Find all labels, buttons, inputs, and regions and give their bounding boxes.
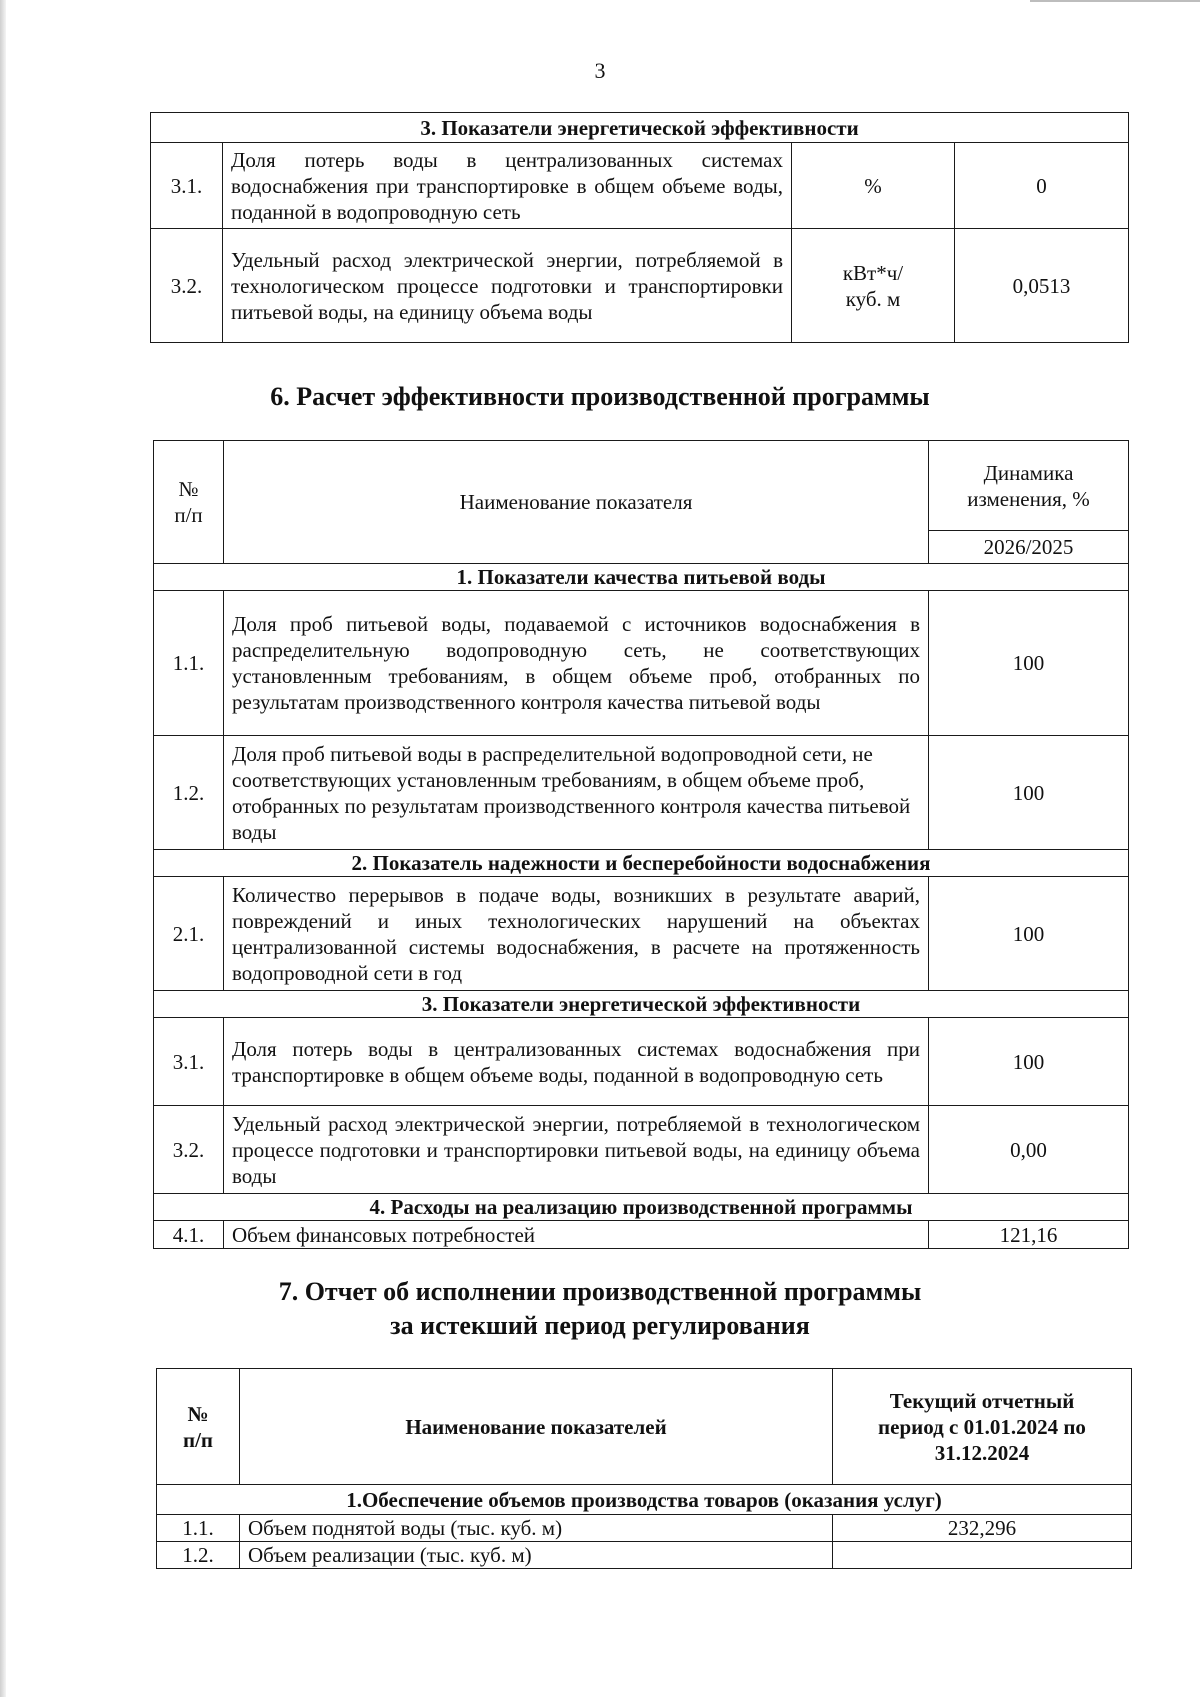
group-title: 3. Показатели энергетической эффективности <box>154 991 1129 1018</box>
unit: % <box>792 143 955 229</box>
header-line: период с 01.01.2024 по <box>878 1414 1086 1439</box>
indicator-name: Количество перерывов в подаче воды, возникших в результате аварий, повреждений и иных технологических нарушений на объектах централизованной системы водоснабжения, в расчете на протяженность водопроводной сети в год <box>224 877 929 991</box>
program-report-table <box>156 1368 1132 1569</box>
unit <box>792 229 955 343</box>
indicator-name: Объем поднятой воды (тыс. куб. м) <box>240 1515 833 1542</box>
table-section-row <box>154 1194 1129 1221</box>
table-section-row <box>154 991 1129 1018</box>
table-section-row <box>151 113 1129 143</box>
row-number: 1.1. <box>154 591 224 736</box>
table-row <box>154 1221 1129 1249</box>
header-line: № <box>187 1401 209 1426</box>
header-line: изменения, % <box>967 486 1090 511</box>
table-header-row <box>154 441 1129 531</box>
scan-artifact-line <box>1030 0 1200 2</box>
page-number: 3 <box>594 58 606 83</box>
scan-edge-shadow <box>0 0 6 1697</box>
row-number: 4.1. <box>154 1221 224 1249</box>
group-title: 4. Расходы на реализацию производственной программы <box>154 1194 1129 1221</box>
table-row <box>154 1018 1129 1106</box>
indicator-name: Объем реализации (тыс. куб. м) <box>240 1542 833 1569</box>
section-6-heading: 6. Расчет эффективности производственной программы <box>270 382 930 411</box>
table-row <box>154 1106 1129 1194</box>
indicator-name: Удельный расход электрической энергии, потребляемой в технологическом процессе подготовки и транспортировки питьевой воды, на единицу объема воды <box>223 229 792 343</box>
group-title: 2. Показатель надежности и бесперебойности водоснабжения <box>154 850 1129 877</box>
energy-efficiency-table <box>150 112 1129 343</box>
header-line: Текущий отчетный <box>889 1388 1075 1413</box>
value: 100 <box>929 591 1129 736</box>
efficiency-calculation-table <box>153 440 1129 1249</box>
value: 0,0513 <box>955 229 1129 343</box>
value: 100 <box>929 877 1129 991</box>
section-7-heading <box>0 1275 1200 1343</box>
header-line: Динамика <box>983 460 1074 485</box>
value: 0 <box>955 143 1129 229</box>
indicator-name: Доля потерь воды в централизованных системах водоснабжения при транспортировке в общем объеме воды, поданной в водопроводную сеть <box>223 143 792 229</box>
row-number: 1.2. <box>154 736 224 850</box>
table-section-row <box>154 850 1129 877</box>
column-header-number <box>157 1369 240 1485</box>
table-row <box>151 143 1129 229</box>
column-header-period: 2026/2025 <box>929 531 1129 564</box>
header-line: п/п <box>182 1427 214 1452</box>
value: 232,296 <box>833 1515 1132 1542</box>
table-row <box>151 229 1129 343</box>
indicator-name: Доля проб питьевой воды, подаваемой с источников водоснабжения в распределительную водопроводную сеть, не соответствующих установленным требованиям, в общем объеме проб, отобранных по результатам производственного контроля качества питьевой воды <box>224 591 929 736</box>
value: 121,16 <box>929 1221 1129 1249</box>
column-header-period <box>833 1369 1132 1485</box>
heading-line: за истекший период регулирования <box>390 1311 810 1340</box>
unit-line: куб. м <box>845 286 901 311</box>
header-line: 31.12.2024 <box>934 1440 1030 1465</box>
row-number: 3.1. <box>154 1018 224 1106</box>
header-line: № <box>178 477 199 501</box>
group-title: 1. Показатели качества питьевой воды <box>154 564 1129 591</box>
value: 0,00 <box>929 1106 1129 1194</box>
group-title: 1.Обеспечение объемов производства товаров (оказания услуг) <box>157 1485 1132 1515</box>
table-section-row <box>154 564 1129 591</box>
table-row <box>154 736 1129 850</box>
value: 100 <box>929 1018 1129 1106</box>
unit-line: кВт*ч/ <box>842 260 904 285</box>
column-header-name: Наименование показателя <box>224 441 929 564</box>
table-row <box>157 1515 1132 1542</box>
row-number: 3.1. <box>151 143 223 229</box>
row-number: 3.2. <box>154 1106 224 1194</box>
heading-line: 7. Отчет об исполнении производственной программы <box>278 1277 922 1306</box>
indicator-name: Объем финансовых потребностей <box>224 1221 929 1249</box>
table-row <box>157 1542 1132 1569</box>
section-title: 3. Показатели энергетической эффективности <box>151 113 1129 143</box>
row-number: 3.2. <box>151 229 223 343</box>
row-number: 2.1. <box>154 877 224 991</box>
column-header-name: Наименование показателей <box>240 1369 833 1485</box>
header-line: п/п <box>174 503 203 527</box>
table-header-row <box>157 1369 1132 1485</box>
value <box>833 1542 1132 1569</box>
column-header-number <box>154 441 224 564</box>
column-header-dynamics <box>929 441 1129 531</box>
indicator-name: Доля потерь воды в централизованных системах водоснабжения при транспортировке в общем объеме воды, поданной в водопроводную сеть <box>224 1018 929 1106</box>
table-row <box>154 877 1129 991</box>
table-section-row <box>157 1485 1132 1515</box>
indicator-name: Удельный расход электрической энергии, потребляемой в технологическом процессе подготовки и транспортировки питьевой воды, на единицу объема воды <box>224 1106 929 1194</box>
row-number: 1.1. <box>157 1515 240 1542</box>
row-number: 1.2. <box>157 1542 240 1569</box>
table-row <box>154 591 1129 736</box>
indicator-name: Доля проб питьевой воды в распределительной водопроводной сети, не соответствующих установленным требованиям, в общем объеме проб, отобранных по результатам производственного контроля качества питьевой воды <box>224 736 929 850</box>
value: 100 <box>929 736 1129 850</box>
